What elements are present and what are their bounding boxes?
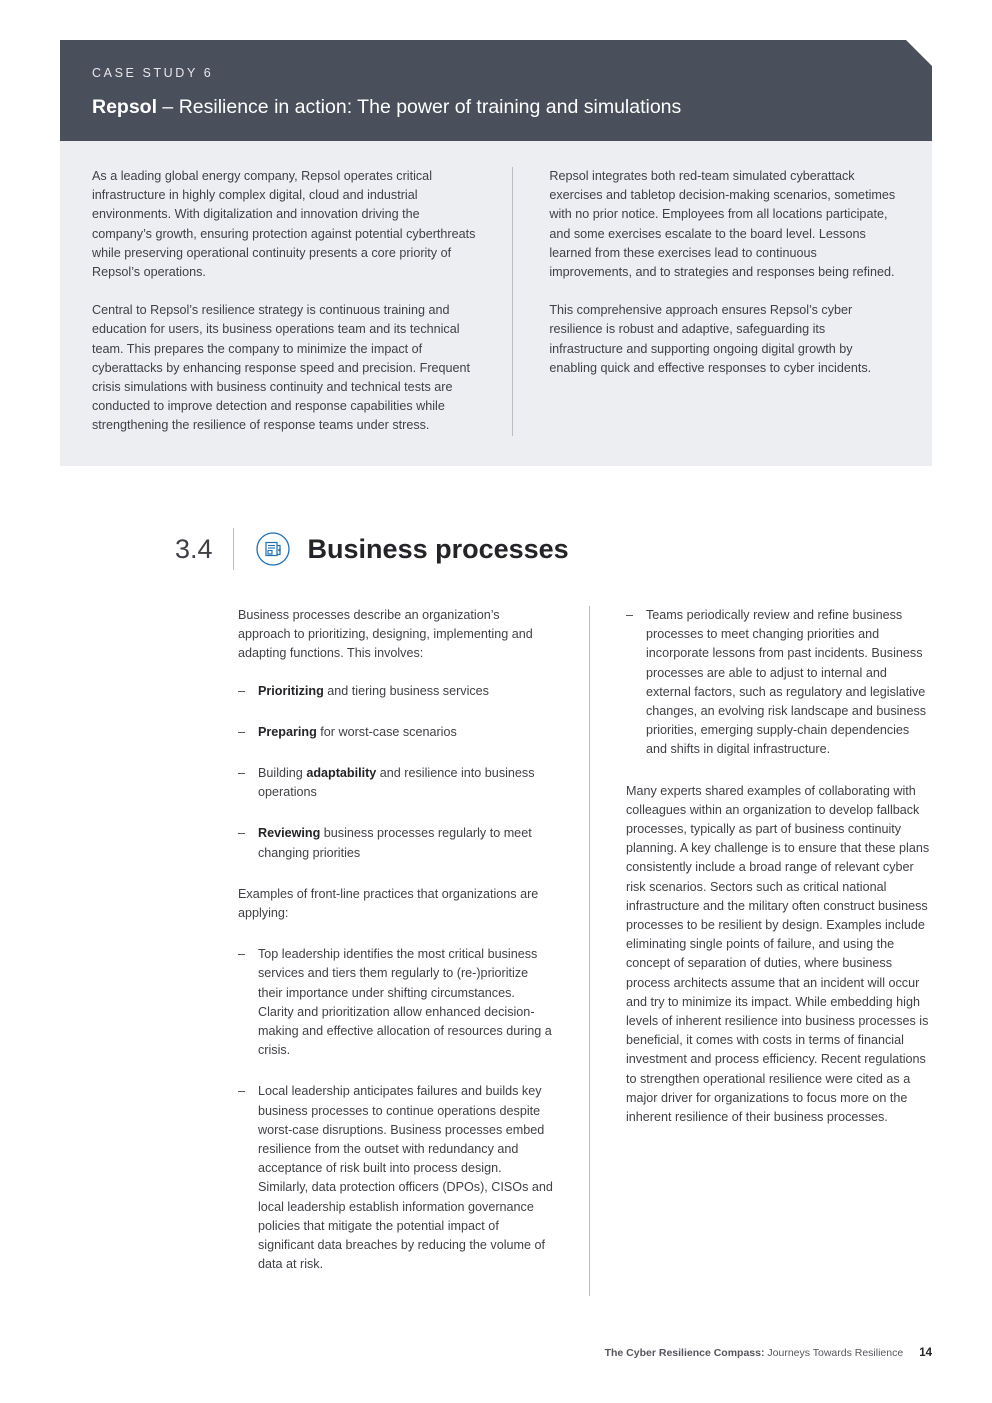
bullet-text <box>258 682 553 701</box>
case-study-right-paragraph-2: This comprehensive approach ensures Repsol’s cyber resilience is robust and adaptive, safeguarding its infrastructure and supporting ongoing digital growth by enabling quick and effective responses to cyber incidents. <box>549 303 872 375</box>
business-process-icon <box>256 532 290 566</box>
section-number: 3.4 <box>175 534 213 564</box>
case-study-right-paragraph-1: Repsol integrates both red-team simulated cyberattack exercises and tabletop decision-making scenarios, sometimes with no prior notice. Employees from all locations participate, and some exercises escalate to the board level. Lessons learned from these exercises lead to continuous improvements, and to strategies and responses being refined. <box>549 169 896 280</box>
list-item <box>238 682 553 701</box>
case-study-eyebrow: CASE STUDY 6 <box>92 66 214 80</box>
bullet-dash: – <box>238 947 246 962</box>
bullet-text: Teams periodically review and refine business processes to meet changing priorities and incorporate lessons from past incidents. Business processes are able to adjust to internal and external factors, such as regulatory and legislative changes, an evolving risk landscape and business priorities, emerging supply-chain dependencies and shifts in digital infrastructure. <box>646 608 927 757</box>
list-item <box>238 824 553 862</box>
bullet-rest: for worst-case scenarios <box>316 724 457 739</box>
bullet-dash: – <box>238 766 246 781</box>
section-divider <box>233 528 234 570</box>
bullet-text <box>258 824 553 862</box>
bullet-text: Local leadership anticipates failures and builds key business processes to continue operations despite worst-case disruptions. Business processes embed resilience from the outset with redundancy and acceptance of risk built into process design. Similarly, data protection officers (DPOs), CISOs and local leadership establish information governance policies that mitigate the potential impact of significant data breaches by reducing the volume of data at risk. <box>258 1084 553 1272</box>
bullet-dash: – <box>238 724 246 739</box>
bullet-lead: Prioritizing <box>258 683 324 698</box>
bullet-text: Top leadership identifies the most critical business services and tiers them regularly to (re-)prioritize their importance under shifting circumstances. Clarity and prioritization allow enhanced decision-making and effective allocation of resources during a crisis. <box>258 947 552 1058</box>
page-number: 14 <box>919 1347 932 1359</box>
list-item <box>238 945 553 1060</box>
bullet-dash: – <box>626 608 634 622</box>
main-right-column <box>590 606 932 1296</box>
list-item <box>238 723 553 742</box>
list-item <box>626 606 932 760</box>
left-intro-paragraph: Business processes describe an organization’s approach to prioritizing, designing, implementing and adapting functions. This involves: <box>238 608 533 661</box>
main-left-column <box>238 606 590 1296</box>
case-study-body <box>60 141 932 466</box>
left-examples-intro: Examples of front-line practices that organizations are applying: <box>238 886 539 921</box>
bullet-text <box>258 764 553 802</box>
case-study-title <box>92 96 900 119</box>
page-footer <box>605 1347 932 1359</box>
bullet-lead: Reviewing <box>258 826 321 841</box>
right-paragraph: Many experts shared examples of collaborating with colleagues within an organization to develop fallback processes, typically as part of business continuity planning. A key challenge is to ensure that these plans consistently include a broad range of relevant cyber risk scenarios. Sectors such as critical national infrastructure and the military often construct business processes to be resilient by design. Examples include eliminating single points of failure, and using the concept of separation of duties, where business process architects assume that an incident will occur and try to minimize its impact. While embedding high levels of inherent resilience into business processes is beneficial, it comes with costs in terms of financial investment and process efficiency. Recent regulations to strengthen operational resilience were cited as a major driver for organizations to focus more on the inherent resilience of their business processes. <box>626 783 930 1125</box>
case-study-left-paragraph-1: As a leading global energy company, Repsol operates critical infrastructure in highly complex digital, cloud and industrial environments. With digitalization and innovation driving the company’s growth, ensuring protection against potential cyberthreats while preserving operational continuity presents a core priority of Repsol’s operations. <box>92 169 476 280</box>
bullet-text <box>258 723 553 742</box>
case-study-title-rest: – Resilience in action: The power of training and simulations <box>157 96 682 118</box>
bullet-rest: business processes regularly to meet changing priorities <box>258 826 532 860</box>
case-study-title-bold: Repsol <box>92 96 158 118</box>
bullet-pre: Building <box>258 766 307 781</box>
case-study-left-column <box>92 167 513 436</box>
list-item <box>238 764 553 802</box>
bullet-rest: and tiering business services <box>323 683 489 698</box>
list-item <box>238 1082 553 1274</box>
footer-title <box>605 1347 904 1359</box>
bullet-dash: – <box>238 683 246 698</box>
section-heading <box>175 528 569 570</box>
bullet-dash: – <box>238 1084 246 1099</box>
case-study-block <box>60 40 932 466</box>
case-study-right-column <box>513 167 900 436</box>
case-study-left-paragraph-2: Central to Repsol’s resilience strategy is continuous training and education for users, its business operations team and its technical team. This prepares the company to minimize the impact of cyberattacks by enhancing response speed and precision. Frequent crisis simulations with business continuity and technical tests are conducted to improve detection and response capabilities while strengthening the resilience of response teams under stress. <box>92 303 471 433</box>
case-study-header <box>60 40 932 141</box>
page-title: Business processes <box>307 534 569 564</box>
bullet-dash: – <box>238 826 246 841</box>
footer-title-rest: Journeys Towards Resilience <box>764 1347 904 1359</box>
bullet-lead: Preparing <box>258 724 317 739</box>
footer-title-bold: The Cyber Resilience Compass: <box>604 1347 765 1359</box>
bullet-lead: adaptability <box>306 766 377 781</box>
bullet-rest: and resilience into business operations <box>258 766 535 800</box>
main-content <box>238 606 932 1296</box>
